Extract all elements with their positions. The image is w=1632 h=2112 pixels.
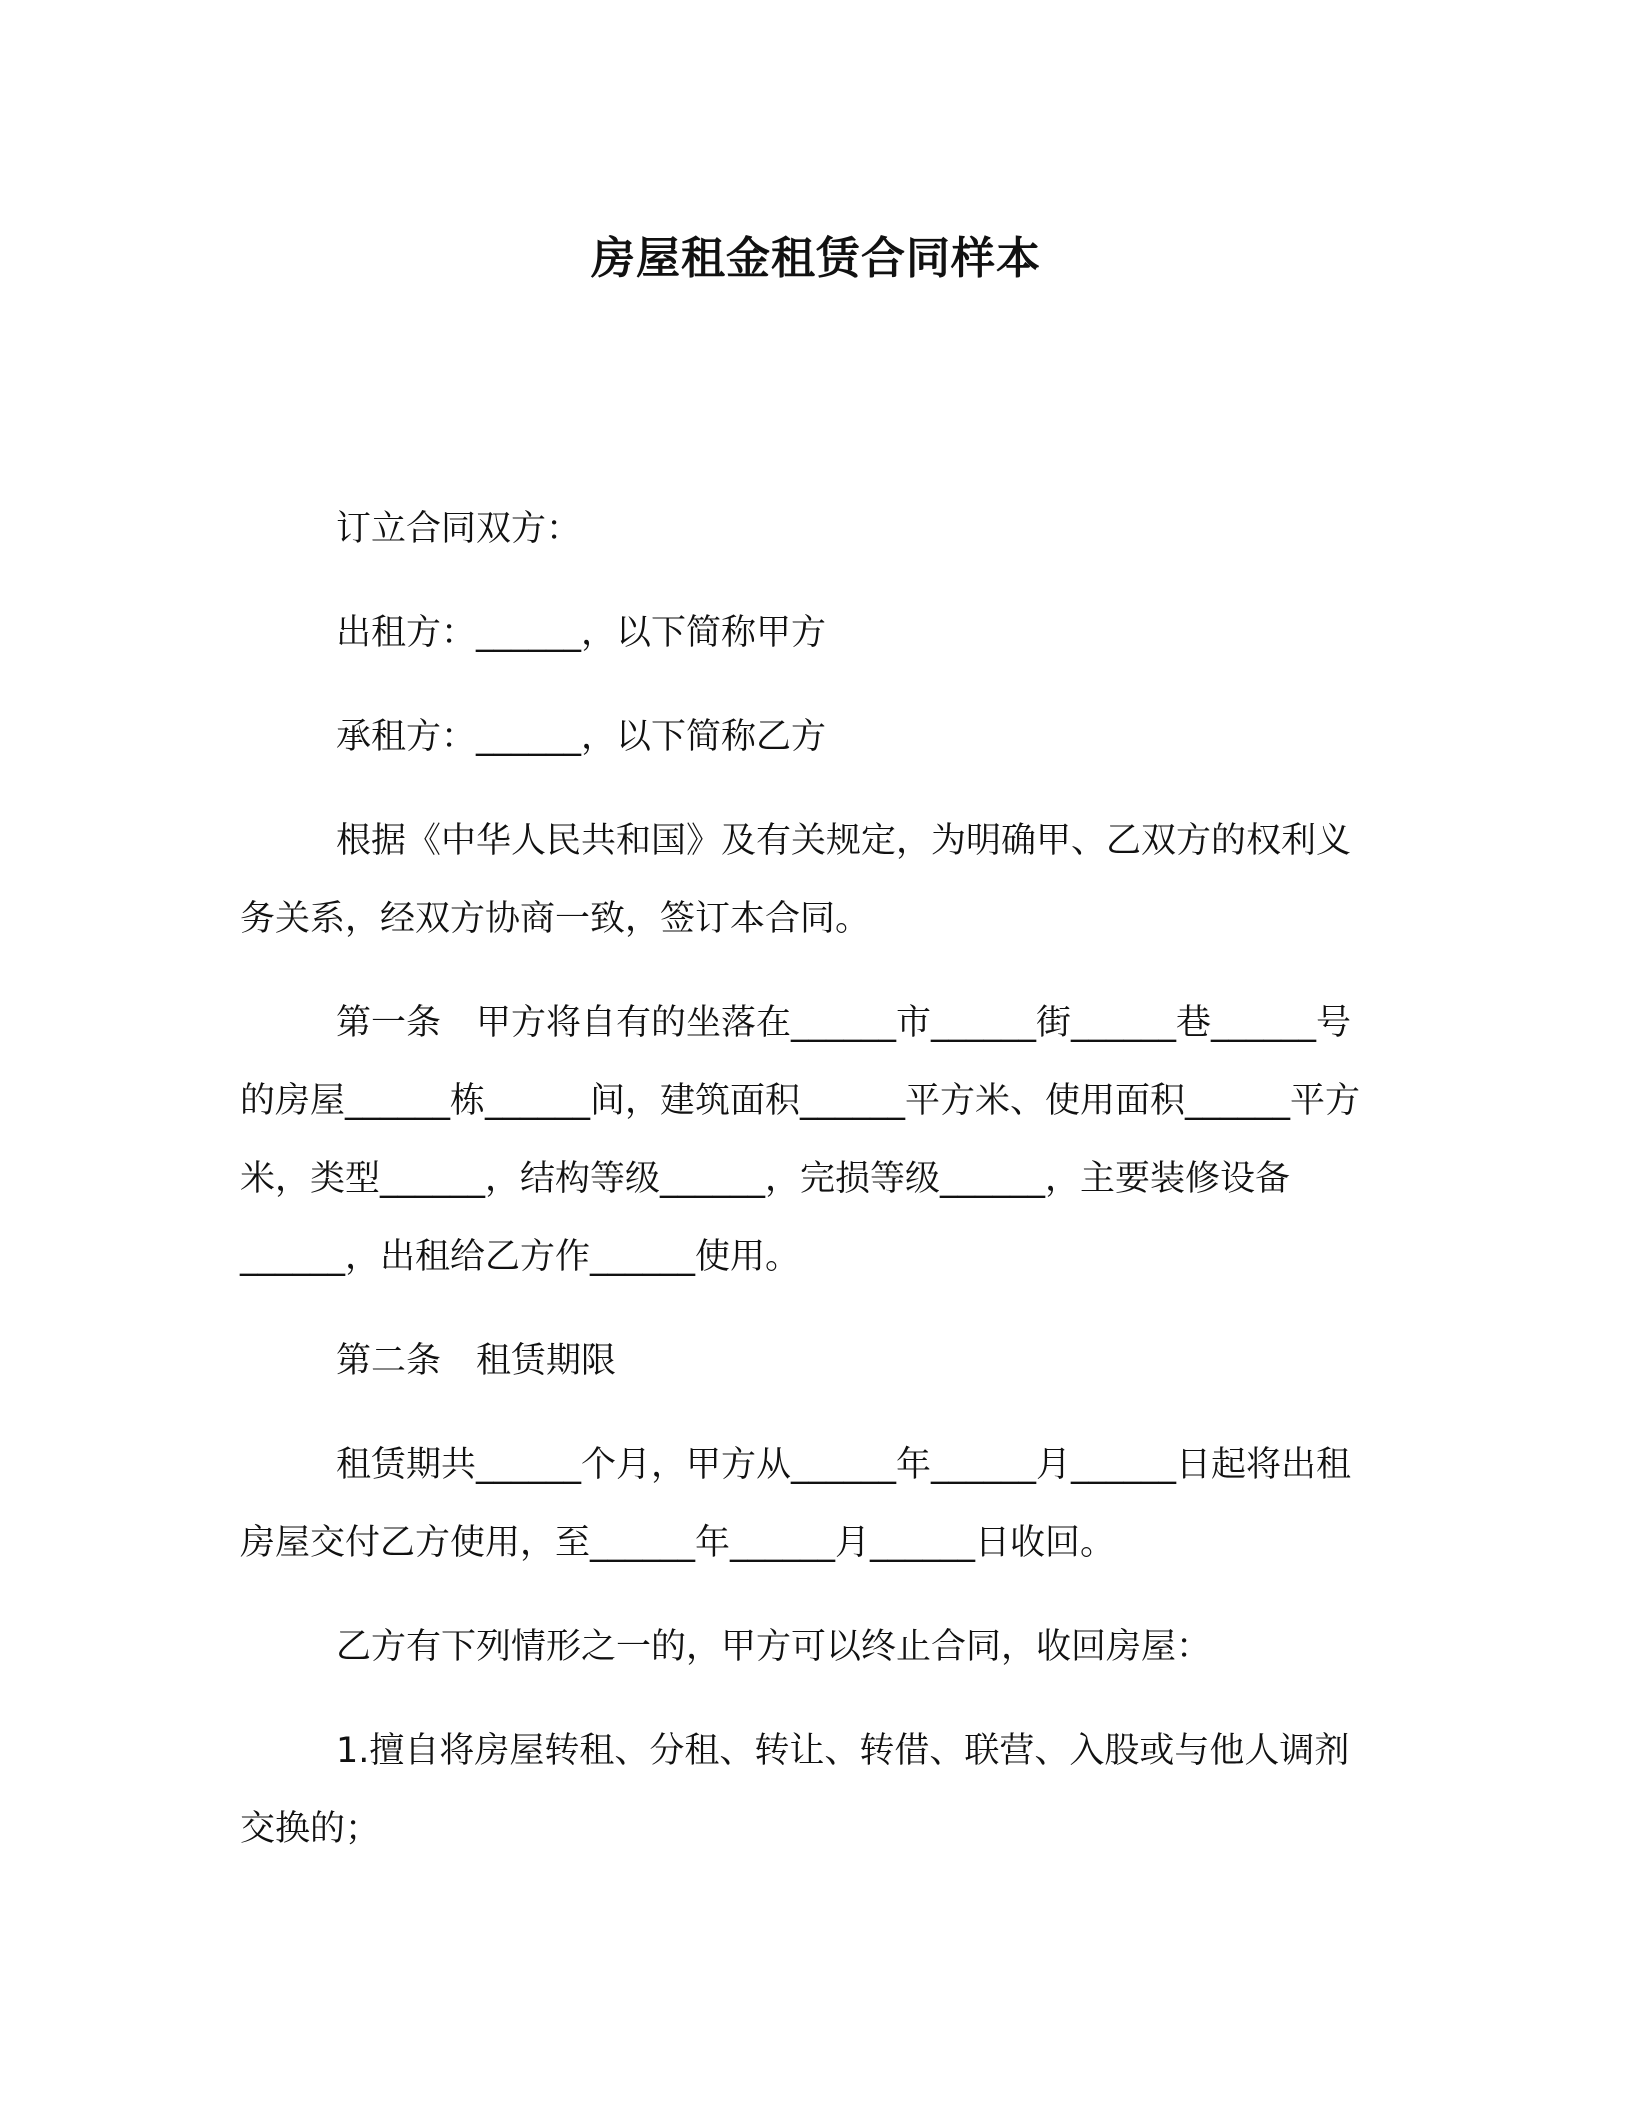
paragraph-basis: 根据《中华人民共和国》及有关规定，为明确甲、乙双方的权利义务关系，经双方协商一致，签订本合同。 [240, 821, 1352, 939]
paragraph-termination-conditions: 乙方有下列情形之一的，甲方可以终止合同，收回房屋： [336, 1627, 1212, 1667]
document-body [240, 490, 1380, 1894]
paragraph-parties-intro: 订立合同双方： [336, 509, 582, 549]
paragraph-article-1: 第一条 甲方将自有的坐落在______市______街______巷______号的房屋______栋______间，建筑面积______平方米、使用面积______平方米，类型______，结构等级______，完损等级______，主要装修设备______，出租给乙方作______使用。 [240, 1003, 1361, 1277]
paragraph-lessee: 承租方：______，以下简称乙方 [336, 717, 827, 757]
paragraph-article-2-heading: 第二条 租赁期限 [336, 1341, 617, 1381]
document-title: 房屋租金租赁合同样本 [591, 233, 1041, 284]
paragraph-lessor: 出租方：______，以下简称甲方 [336, 613, 827, 653]
paragraph-lease-term: 租赁期共______个月，甲方从______年______月______日起将出租房屋交付乙方使用，至______年______月______日收回。 [240, 1445, 1352, 1563]
paragraph-condition-1: 1.擅自将房屋转租、分租、转让、转借、联营、入股或与他人调剂交换的； [240, 1731, 1350, 1849]
